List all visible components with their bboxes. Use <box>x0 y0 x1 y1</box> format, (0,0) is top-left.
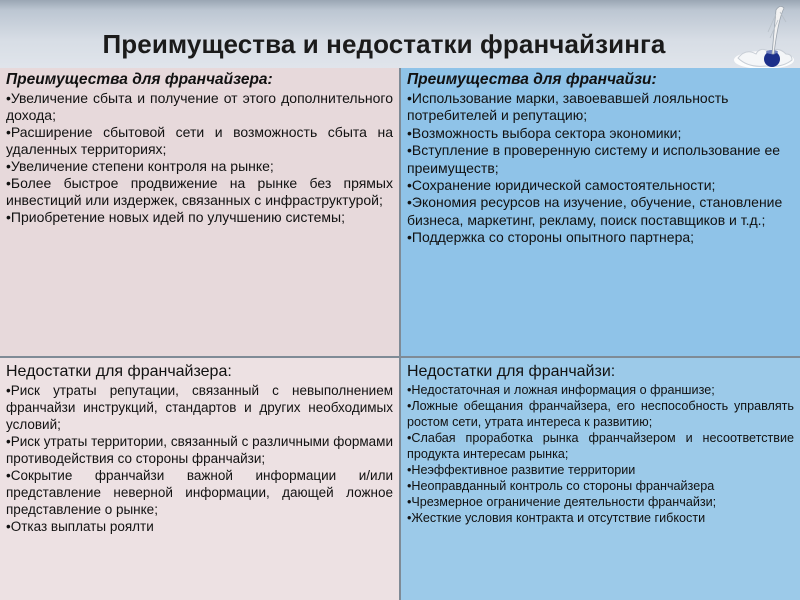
list-item: •Увеличение сбыта и получение от этого дополнительного дохода; <box>6 90 393 123</box>
list-item: •Жесткие условия контракта и отсутствие гибкости <box>407 511 706 525</box>
column-divider <box>399 68 401 600</box>
list-item: •Сохранение юридической самостоятельности; <box>407 177 716 194</box>
list-item: •Слабая проработка рынка франчайзером и несоответствие продукта интересам рынка; <box>407 431 794 461</box>
list-item: •Отказ выплаты роялти <box>6 519 154 534</box>
quill-inkwell-icon <box>728 2 800 78</box>
franchisor-disadvantages-list <box>6 382 393 535</box>
list-item: •Сокрытие франчайзи важной информации и/или представление неверной информации, дающей ложное представление о рынке; <box>6 468 393 517</box>
list-item: •Увеличение степени контроля на рынке; <box>6 158 274 174</box>
franchisee-advantages-heading: Преимущества для франчайзи: <box>407 71 657 88</box>
title-bar <box>0 0 800 68</box>
franchisor-advantages-list <box>6 90 393 226</box>
row-divider <box>0 356 800 358</box>
list-item: •Поддержка со стороны опытного партнера; <box>407 229 695 246</box>
list-item: •Возможность выбора сектора экономики; <box>407 124 682 141</box>
list-item: •Более быстрое продвижение на рынке без прямых инвестиций или издержек, связанных с инфраструктурой; <box>6 175 393 208</box>
list-item: •Расширение сбытовой сети и возможность сбыта на удаленных территориях; <box>6 124 393 157</box>
list-item: •Экономия ресурсов на изучение, обучение, становление бизнеса, маркетинг, рекламу, поиск поставщиков и т.д.; <box>407 194 783 228</box>
franchisor-disadvantages-cell <box>0 358 399 600</box>
list-item: •Риск утраты репутации, связанный с невыполнением франчайзи инструкций, стандартов и других необходимых условий; <box>6 383 393 432</box>
list-item: •Использование марки, завоевавшей лояльность потребителей и репутацию; <box>407 90 729 124</box>
comparison-table <box>0 68 800 600</box>
list-item: •Недостаточная и ложная информация о франшизе; <box>407 383 715 397</box>
franchisor-advantages-heading: Преимущества для франчайзера: <box>6 71 273 88</box>
franchisee-advantages-list <box>407 90 794 247</box>
list-item: •Неэффективное развитие территории <box>407 463 636 477</box>
franchisee-disadvantages-list <box>407 382 794 526</box>
franchisor-advantages-cell <box>0 68 399 356</box>
list-item: •Вступление в проверенную систему и использование ее преимуществ; <box>407 142 781 176</box>
list-item: •Ложные обещания франчайзера, его неспособность управлять ростом сети, утрата интереса к развитию; <box>407 399 794 429</box>
list-item: •Неоправданный контроль со стороны франчайзера <box>407 479 715 493</box>
franchisor-disadvantages-heading: Недостатки для франчайзера: <box>6 363 232 380</box>
slide-title: Преимущества и недостатки франчайзинга <box>102 29 666 59</box>
list-item: •Приобретение новых идей по улучшению системы; <box>6 209 345 225</box>
list-item: •Чрезмерное ограничение деятельности франчайзи; <box>407 495 717 509</box>
franchisee-advantages-cell <box>401 68 800 356</box>
franchisee-disadvantages-heading: Недостатки для франчайзи: <box>407 363 616 380</box>
franchisee-disadvantages-cell <box>401 358 800 600</box>
list-item: •Риск утраты территории, связанный с различными формами противодействия со стороны франчайзи; <box>6 434 393 466</box>
